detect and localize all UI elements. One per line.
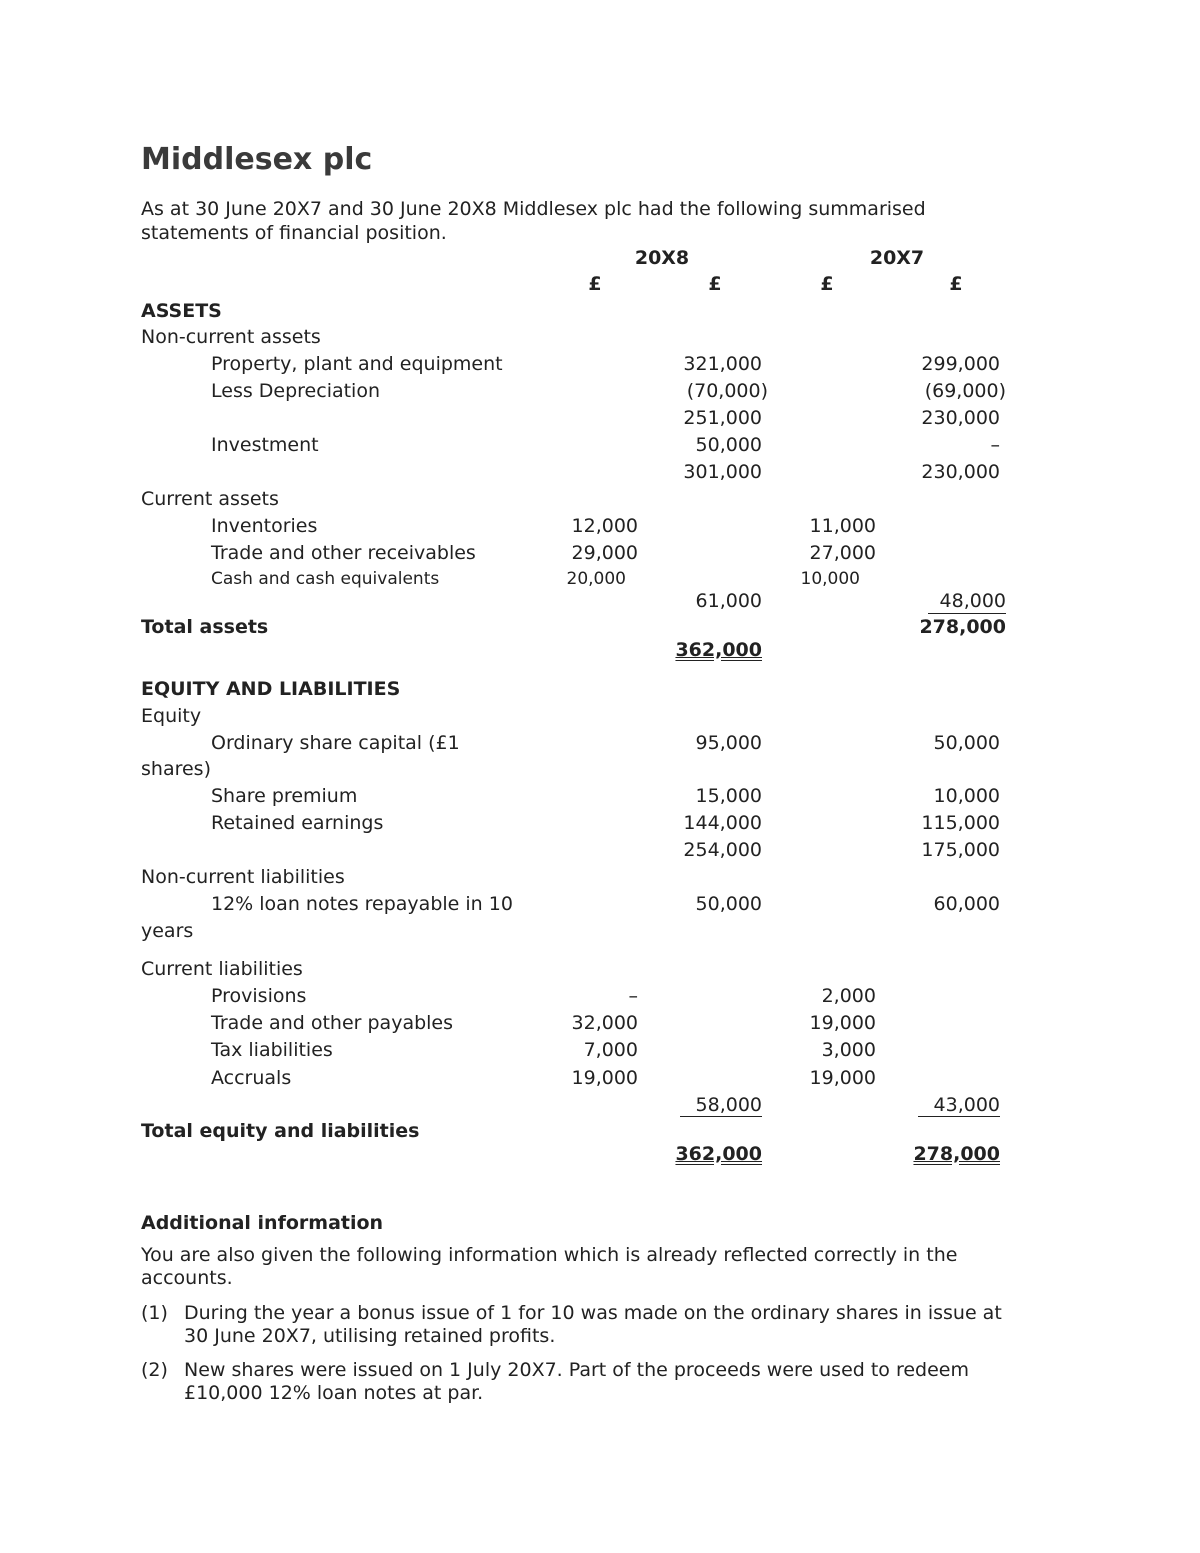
investment-20x8: 50,000	[695, 434, 762, 456]
payables-20x8: 32,000	[571, 1012, 638, 1034]
provisions-20x7: 2,000	[821, 985, 876, 1007]
net-ppe-20x8: 251,000	[683, 407, 762, 429]
additional-intro-line-1: You are also given the following information which is already reflected correctly in the	[141, 1244, 958, 1266]
inventories-20x8: 12,000	[571, 515, 638, 537]
total-equity-liabilities-20x7: 278,000	[913, 1143, 1000, 1165]
depreciation-20x8: (70,000)	[686, 380, 768, 402]
list-item-number: (1)	[141, 1302, 168, 1324]
loan-notes-label-cont: years	[141, 920, 194, 942]
current-assets-total-20x8: 61,000	[695, 590, 762, 612]
total-assets-20x8: 362,000	[675, 639, 762, 661]
retained-earnings-label: Retained earnings	[211, 812, 384, 834]
current-liabilities-total-20x7: 43,000	[933, 1094, 1000, 1116]
tax-liabilities-20x7: 3,000	[821, 1039, 876, 1061]
share-capital-20x8: 95,000	[695, 732, 762, 754]
list-item-text-cont: 30 June 20X7, utilising retained profits.	[184, 1325, 556, 1347]
current-assets-total-20x7: 48,000	[939, 590, 1006, 612]
total-equity-liabilities-20x8: 362,000	[675, 1143, 762, 1165]
share-capital-label-cont: shares)	[141, 758, 211, 780]
accruals-label: Accruals	[211, 1067, 292, 1089]
ppe-20x7: 299,000	[921, 353, 1000, 375]
receivables-20x8: 29,000	[571, 542, 638, 564]
accruals-20x7: 19,000	[809, 1067, 876, 1089]
loan-notes-20x7: 60,000	[933, 893, 1000, 915]
page-title: Middlesex plc	[141, 142, 373, 177]
list-item-text: New shares were issued on 1 July 20X7. Part of the proceeds were used to redeem	[184, 1359, 970, 1381]
total-equity-liabilities-label: Total equity and liabilities	[141, 1120, 420, 1142]
tax-liabilities-20x8: 7,000	[583, 1039, 638, 1061]
payables-20x7: 19,000	[809, 1012, 876, 1034]
accruals-20x8: 19,000	[571, 1067, 638, 1089]
share-premium-20x7: 10,000	[933, 785, 1000, 807]
ppe-label: Property, plant and equipment	[211, 353, 503, 375]
share-capital-20x7: 50,000	[933, 732, 1000, 754]
cash-label: Cash and cash equivalents	[211, 569, 440, 589]
current-liabilities-total-20x8: 58,000	[695, 1094, 762, 1116]
additional-info-heading: Additional information	[141, 1212, 384, 1234]
assets-heading: ASSETS	[141, 300, 222, 322]
total-assets-label: Total assets	[141, 616, 269, 638]
investment-label: Investment	[211, 434, 319, 456]
noncurrent-total-20x8: 301,000	[683, 461, 762, 483]
noncurrent-assets-heading: Non-current assets	[141, 326, 321, 348]
cash-20x7: 10,000	[800, 569, 860, 589]
intro-line-1: As at 30 June 20X7 and 30 June 20X8 Middlesex plc had the following summarised	[141, 198, 926, 220]
share-capital-label: Ordinary share capital (£1	[211, 732, 460, 754]
inventories-20x7: 11,000	[809, 515, 876, 537]
equity-liabilities-heading: EQUITY AND LIABILITIES	[141, 678, 401, 700]
list-item-text: During the year a bonus issue of 1 for 10 was made on the ordinary shares in issue at	[184, 1302, 1002, 1324]
depreciation-20x7: (69,000)	[924, 380, 1006, 402]
provisions-label: Provisions	[211, 985, 307, 1007]
currency-header: £	[820, 273, 834, 295]
retained-earnings-20x8: 144,000	[683, 812, 762, 834]
loan-notes-20x8: 50,000	[695, 893, 762, 915]
inventories-label: Inventories	[211, 515, 318, 537]
noncurrent-total-20x7: 230,000	[921, 461, 1000, 483]
currency-header: £	[949, 273, 963, 295]
total-assets-20x7: 278,000	[919, 616, 1006, 638]
currency-header: £	[588, 273, 602, 295]
equity-total-20x7: 175,000	[921, 839, 1000, 861]
equity-total-20x8: 254,000	[683, 839, 762, 861]
subtotal-rule	[928, 613, 1006, 614]
noncurrent-liabilities-heading: Non-current liabilities	[141, 866, 345, 888]
subtotal-rule	[918, 1116, 1000, 1117]
provisions-20x8: –	[628, 985, 638, 1007]
loan-notes-label: 12% loan notes repayable in 10	[211, 893, 513, 915]
share-premium-20x8: 15,000	[695, 785, 762, 807]
cash-20x8: 20,000	[566, 569, 626, 589]
receivables-label: Trade and other receivables	[211, 542, 476, 564]
additional-intro-line-2: accounts.	[141, 1267, 233, 1289]
retained-earnings-20x7: 115,000	[921, 812, 1000, 834]
payables-label: Trade and other payables	[211, 1012, 454, 1034]
currency-header: £	[708, 273, 722, 295]
list-item-text-cont: £10,000 12% loan notes at par.	[184, 1382, 484, 1404]
depreciation-label: Less Depreciation	[211, 380, 381, 402]
share-premium-label: Share premium	[211, 785, 358, 807]
ppe-20x8: 321,000	[683, 353, 762, 375]
year-header-20x8: 20X8	[634, 247, 690, 269]
list-item-number: (2)	[141, 1359, 168, 1381]
net-ppe-20x7: 230,000	[921, 407, 1000, 429]
year-header-20x7: 20X7	[869, 247, 925, 269]
tax-liabilities-label: Tax liabilities	[211, 1039, 333, 1061]
receivables-20x7: 27,000	[809, 542, 876, 564]
equity-heading: Equity	[141, 705, 202, 727]
investment-20x7: –	[990, 434, 1000, 456]
current-liabilities-heading: Current liabilities	[141, 958, 303, 980]
intro-line-2: statements of financial position.	[141, 222, 447, 244]
subtotal-rule	[680, 1116, 762, 1117]
current-assets-heading: Current assets	[141, 488, 279, 510]
